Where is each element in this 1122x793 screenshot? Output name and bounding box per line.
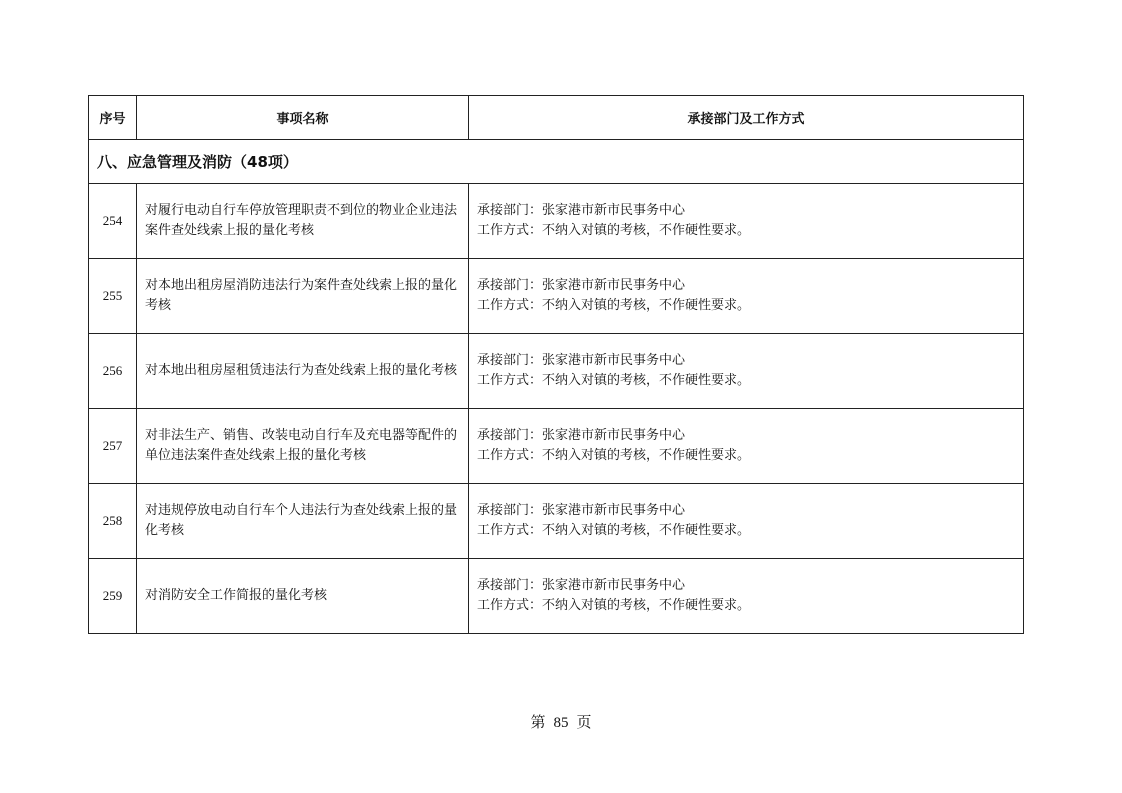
table-row	[89, 259, 1024, 334]
header-serial-number: 序号	[89, 96, 137, 140]
row-work-method: 工作方式：不纳入对镇的考核，不作硬性要求。	[477, 373, 751, 388]
section-title: 八、应急管理及消防（48项）	[89, 140, 1024, 184]
row-department-method	[469, 484, 1024, 559]
row-work-method: 工作方式：不纳入对镇的考核，不作硬性要求。	[477, 448, 751, 463]
items-table	[88, 95, 1024, 634]
row-serial-number: 255	[89, 259, 137, 334]
row-item-name: 对消防安全工作简报的量化考核	[137, 559, 469, 634]
row-department: 承接部门：张家港市新市民事务中心	[477, 428, 686, 443]
row-department-method	[469, 184, 1024, 259]
row-item-name: 对非法生产、销售、改装电动自行车及充电器等配件的单位违法案件查处线索上报的量化考核	[137, 409, 469, 484]
row-serial-number: 258	[89, 484, 137, 559]
table-row	[89, 184, 1024, 259]
page-footer	[0, 711, 1122, 732]
row-department: 承接部门：张家港市新市民事务中心	[477, 578, 686, 593]
row-department-method	[469, 334, 1024, 409]
row-item-name: 对本地出租房屋租赁违法行为查处线索上报的量化考核	[137, 334, 469, 409]
row-department-method	[469, 259, 1024, 334]
table-row	[89, 334, 1024, 409]
row-item-name: 对履行电动自行车停放管理职责不到位的物业企业违法案件查处线索上报的量化考核	[137, 184, 469, 259]
table-row	[89, 559, 1024, 634]
row-item-name: 对本地出租房屋消防违法行为案件查处线索上报的量化考核	[137, 259, 469, 334]
row-department: 承接部门：张家港市新市民事务中心	[477, 203, 686, 218]
page-suffix: 页	[576, 713, 592, 731]
page-number: 85	[553, 715, 569, 731]
row-work-method: 工作方式：不纳入对镇的考核，不作硬性要求。	[477, 223, 751, 238]
header-item-name: 事项名称	[137, 96, 469, 140]
row-item-name: 对违规停放电动自行车个人违法行为查处线索上报的量化考核	[137, 484, 469, 559]
table-header-row	[89, 96, 1024, 140]
page-prefix: 第	[530, 713, 546, 731]
row-department-method	[469, 559, 1024, 634]
row-serial-number: 257	[89, 409, 137, 484]
section-row	[89, 140, 1024, 184]
row-department: 承接部门：张家港市新市民事务中心	[477, 278, 686, 293]
row-serial-number: 256	[89, 334, 137, 409]
row-work-method: 工作方式：不纳入对镇的考核，不作硬性要求。	[477, 523, 751, 538]
row-work-method: 工作方式：不纳入对镇的考核，不作硬性要求。	[477, 298, 751, 313]
row-serial-number: 259	[89, 559, 137, 634]
row-department: 承接部门：张家港市新市民事务中心	[477, 503, 686, 518]
row-department-method	[469, 409, 1024, 484]
row-serial-number: 254	[89, 184, 137, 259]
table-row	[89, 484, 1024, 559]
header-department-method: 承接部门及工作方式	[469, 96, 1024, 140]
row-work-method: 工作方式：不纳入对镇的考核，不作硬性要求。	[477, 598, 751, 613]
row-department: 承接部门：张家港市新市民事务中心	[477, 353, 686, 368]
table-row	[89, 409, 1024, 484]
